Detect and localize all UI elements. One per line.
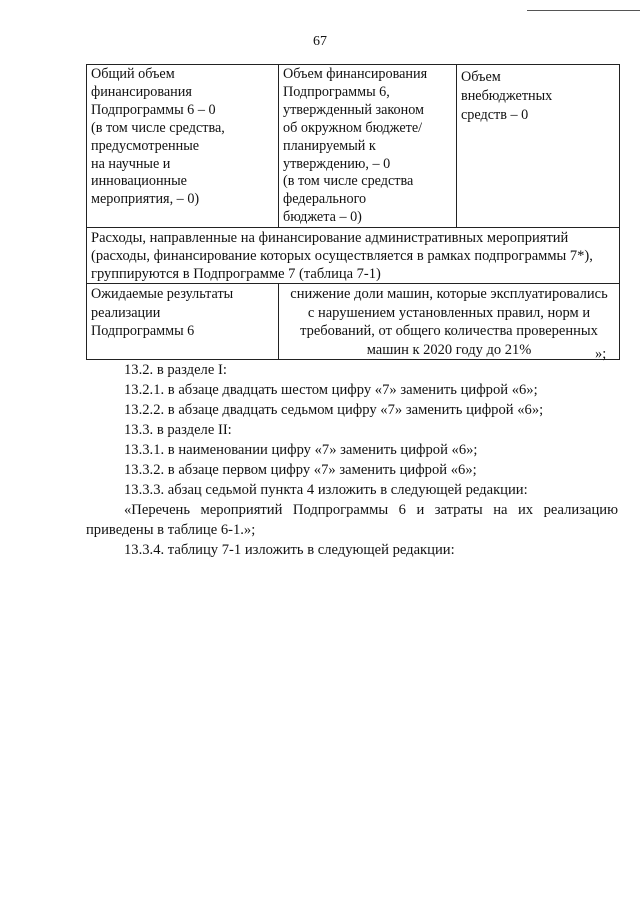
paragraph: 13.2.2. в абзаце двадцать седьмом цифру «7» заменить цифрой «6»; [124,402,544,418]
paragraph: 13.2. в разделе I: [124,362,227,378]
paragraph: 13.3. в разделе II: [124,422,232,438]
paragraph: 13.3.3. абзац седьмой пункта 4 изложить в следующей редакции: [124,482,528,498]
extrabudgetary-cell: Объем внебюджетных средств – 0 [457,65,620,228]
top-rule [527,10,640,11]
paragraph: 13.3.1. в наименовании цифру «7» заменить цифрой «6»; [124,442,478,458]
budget-funding-cell: Объем финансирования Подпрограммы 6, утвержденный законом об окружном бюджете/ планируемый к утверждению, – 0 (в том числе средства федерального бюджета – 0) [279,65,457,228]
paragraph: 13.3.4. таблицу 7-1 изложить в следующей редакции: [124,542,455,558]
page-number: 67 [313,34,327,49]
administrative-expenses-cell: Расходы, направленные на финансирование административных мероприятий (расходы, финансирование которых осуществляется в рамках подпрограммы 7*), группируются в Подпрограмме 7 (таблица 7-1) [87,228,620,284]
table-row [87,65,620,228]
expected-results-label-cell: Ожидаемые результаты реализации Подпрограммы 6 [87,284,279,360]
paragraph: 13.2.1. в абзаце двадцать шестом цифру «7» заменить цифрой «6»; [124,382,538,398]
paragraph: 13.3.2. в абзаце первом цифру «7» заменить цифрой «6»; [124,462,477,478]
table-close-quote: »; [595,346,607,362]
table-row [87,284,620,360]
quote-paragraph: «Перечень мероприятий Подпрограммы 6 и затраты на их реализацию приведены в таблице 6-1.»; [86,502,618,538]
total-funding-cell: Общий объем финансирования Подпрограммы 6 – 0 (в том числе средства, предусмотренные на научные и инновационные мероприятия, – 0) [87,65,279,228]
financing-table [86,64,620,360]
table-row [87,228,620,284]
expected-results-value-cell: снижение доли машин, которые эксплуатировались с нарушением установленных правил, норм и требований, от общего количества проверенных машин к 2020 году до 21% [279,284,620,360]
